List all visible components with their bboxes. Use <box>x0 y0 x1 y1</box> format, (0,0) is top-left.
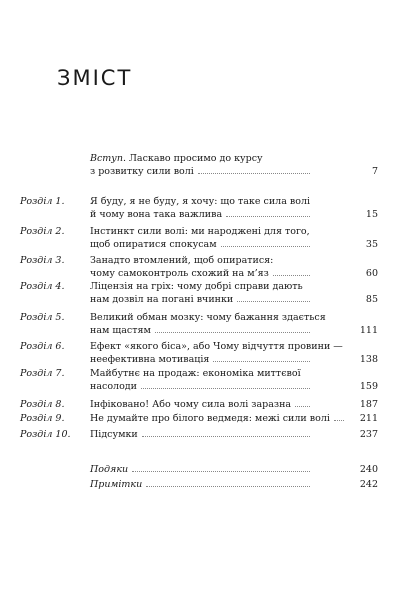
toc-entry-text <box>90 254 310 280</box>
toc-page-number: 138 <box>359 354 378 365</box>
toc-page-number: 35 <box>365 239 378 250</box>
chapter-title-line-2: чому самоконтроль схожий на м’яз <box>90 268 269 279</box>
chapter-label: Розділ 5. <box>20 312 65 323</box>
toc-page-number: 60 <box>365 268 378 279</box>
chapter-title-line-1: Ефект «якого біса», або Чому відчуття провини — <box>90 341 343 352</box>
toc-page-number: 242 <box>359 479 378 490</box>
toc-page-number: 111 <box>359 325 378 336</box>
chapter-title-line-1: Інфіковано! Або чому сила волі заразна <box>90 399 292 410</box>
chapter-title-line-2: й чому вона така важлива <box>90 209 223 220</box>
toc-page-number: 237 <box>359 429 378 440</box>
chapter-label: Розділ 2. <box>20 226 65 237</box>
toc-entry-text <box>90 340 343 366</box>
chapter-title-line-1: Занадто втомлений, щоб опиратися: <box>90 255 274 266</box>
page-title: ЗМІСТ <box>57 66 133 90</box>
chapter-title-line-1: Великий обман мозку: чому бажання здається <box>90 312 326 323</box>
chapter-label: Розділ 7. <box>20 368 65 379</box>
toc-entry-text <box>90 225 310 251</box>
toc-entry-text <box>90 152 310 178</box>
chapter-title-line-1: Не думайте про білого ведмедя: межі сили волі <box>90 413 330 424</box>
chapter-title-line-1: Майбутнє на продаж: економіка миттєвої <box>90 368 301 379</box>
toc-entry-text <box>90 463 310 476</box>
chapter-label: Розділ 1. <box>20 196 65 207</box>
chapter-title-line-1: Я буду, я не буду, я хочу: що таке сила волі <box>90 196 311 207</box>
toc-page-number: 187 <box>359 399 378 410</box>
back-matter-title: Подяки <box>90 464 129 475</box>
chapter-label: Розділ 4. <box>20 281 65 292</box>
toc-page-number: 85 <box>365 294 378 305</box>
toc-entry-text <box>90 478 310 491</box>
chapter-label: Розділ 3. <box>20 255 65 266</box>
toc-entry-text <box>90 280 310 306</box>
intro-label: Вступ. <box>90 153 126 164</box>
intro-title-line-1: Ласкаво просимо до курсу <box>129 153 263 164</box>
toc-entry-text <box>90 412 330 425</box>
toc-entry-text <box>90 398 310 411</box>
toc-page-number: 240 <box>359 464 378 475</box>
toc-entry-text <box>90 428 310 441</box>
toc-page-number: 7 <box>371 166 378 177</box>
chapter-label: Розділ 8. <box>20 399 65 410</box>
toc-page-number: 15 <box>365 209 378 220</box>
chapter-title-line-1: Ліцензія на гріх: чому добрі справи дають <box>90 281 303 292</box>
chapter-label: Розділ 10. <box>20 429 71 440</box>
chapter-title-line-2: неефективна мотивація <box>90 354 210 365</box>
chapter-title-line-2: нам щастям <box>90 325 151 336</box>
chapter-label: Розділ 6. <box>20 341 65 352</box>
back-matter-title: Примітки <box>90 479 143 490</box>
chapter-label: Розділ 9. <box>20 413 65 424</box>
chapter-title-line-1: Підсумки <box>90 429 138 440</box>
chapter-title-line-2: щоб опиратися спокусам <box>90 239 217 250</box>
toc-entry-text <box>90 367 310 393</box>
toc-entry-text <box>90 311 326 337</box>
toc-page-number: 211 <box>359 413 378 424</box>
chapter-title-line-2: нам дозвіл на погані вчинки <box>90 294 234 305</box>
intro-title-line-2: з розвитку сили волі <box>90 166 194 177</box>
chapter-title-line-2: насолоди <box>90 381 137 392</box>
toc-page-number: 159 <box>359 381 378 392</box>
chapter-title-line-1: Інстинкт сили волі: ми народжені для того, <box>90 226 310 237</box>
toc-entry-text <box>90 195 310 221</box>
